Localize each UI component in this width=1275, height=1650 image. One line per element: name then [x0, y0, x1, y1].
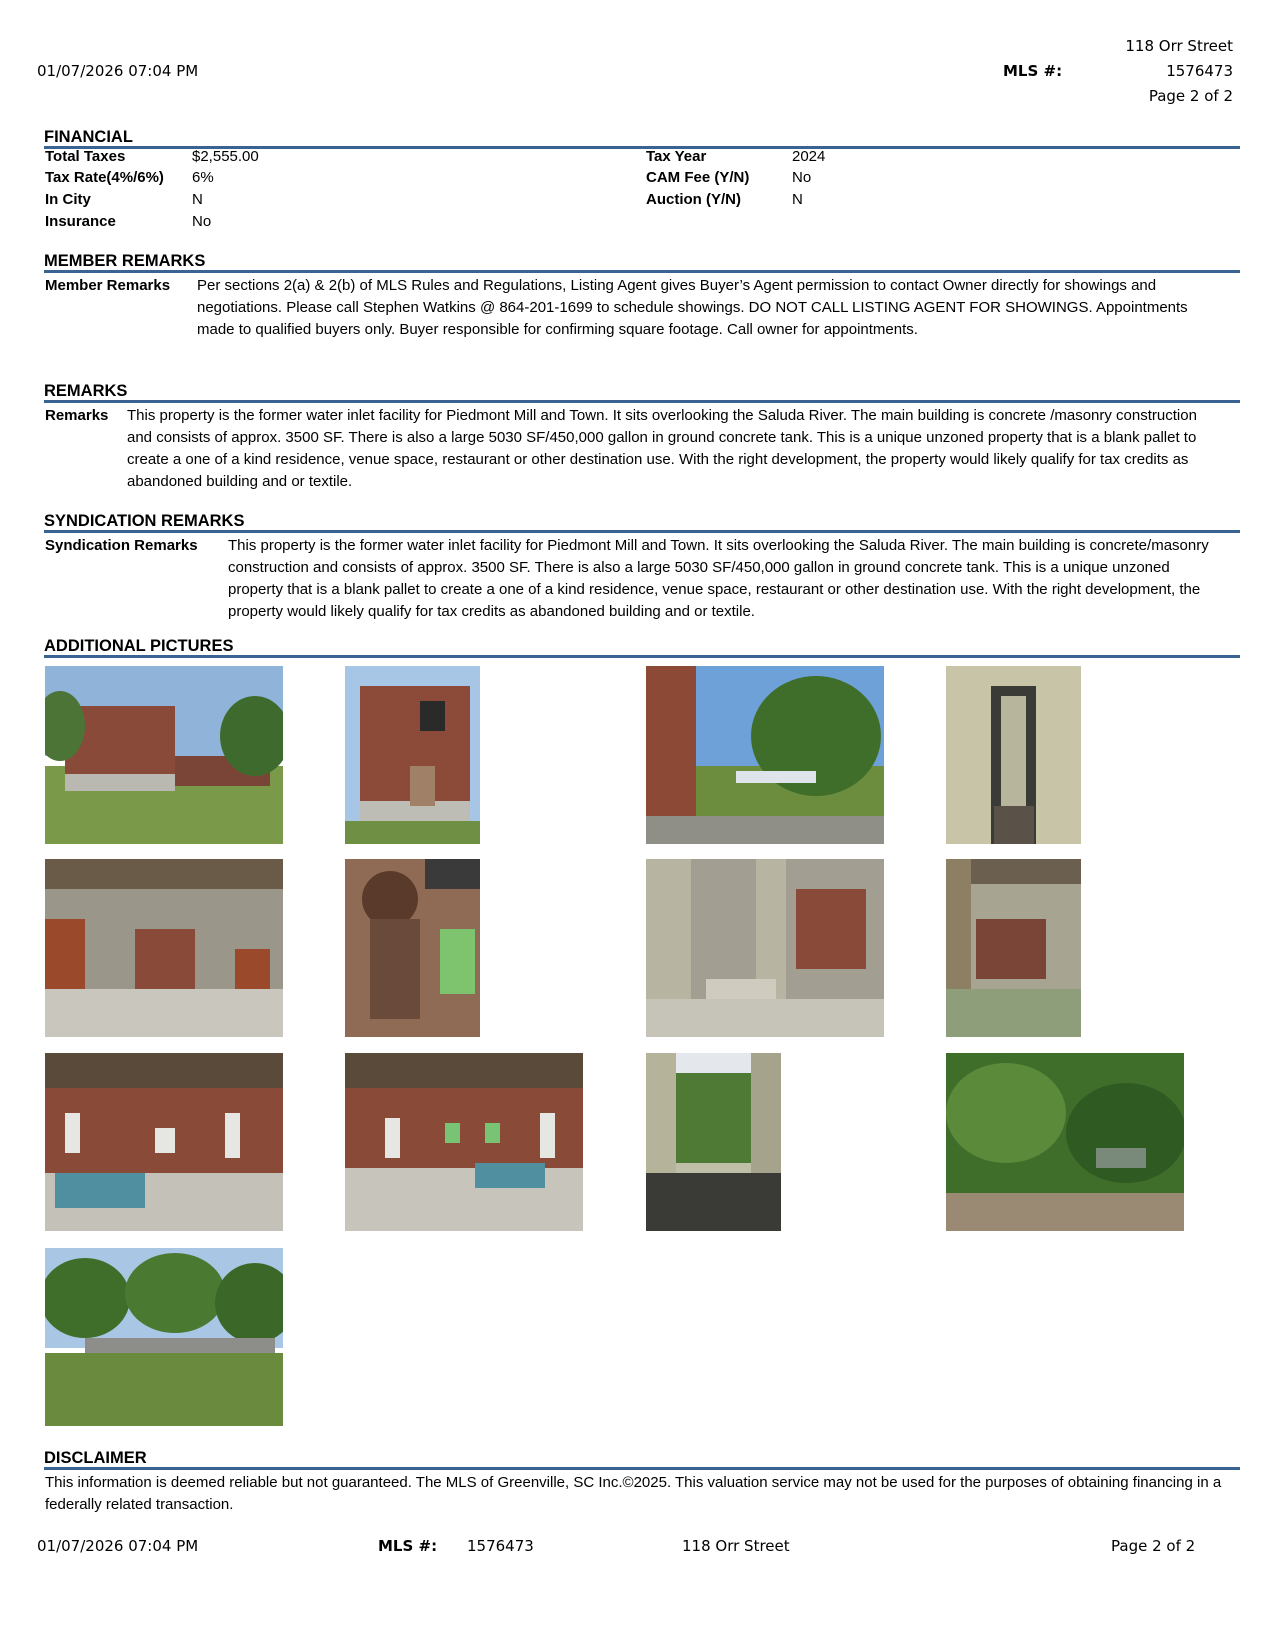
tax-rate-label: Tax Rate(4%/6%) [45, 169, 164, 186]
footer-page-number: Page 2 of 2 [1111, 1537, 1196, 1555]
in-city-label: In City [45, 191, 91, 208]
member-remarks-text: Per sections 2(a) & 2(b) of MLS Rules and Regulations, Listing Agent gives Buyer’s Agent permission to contact Owner directly for showings and negotiations. Please call Stephen Watkins @ 864-201-1699 to schedule showings. DO NOT CALL LISTING AGENT FOR SHOWINGS. Appointments made to qualified buyers only. Buyer responsible for confirming square footage. Call owner for appointments. [197, 277, 1188, 338]
cam-fee-value: No [792, 169, 812, 186]
property-photo-7 [646, 859, 884, 1037]
property-photo-6 [345, 859, 480, 1037]
property-photo-3 [646, 666, 884, 844]
header-datetime: 01/07/2026 07:04 PM [37, 62, 199, 80]
header-page-number: Page 2 of 2 [1148, 87, 1233, 105]
header-mls-number: 1576473 [1166, 62, 1233, 80]
property-photo-12 [946, 1053, 1184, 1231]
tax-year-label: Tax Year [646, 148, 707, 165]
disclaimer-section-title: DISCLAIMER [44, 1449, 1240, 1470]
total-taxes-value: $2,555.00 [192, 148, 259, 165]
insurance-value: No [192, 213, 212, 230]
footer-mls-number: 1576473 [467, 1537, 534, 1555]
remarks-section-title: REMARKS [44, 382, 1240, 403]
auction-value: N [792, 191, 803, 208]
tax-year-value: 2024 [792, 148, 826, 165]
header-address: 118 Orr Street [1125, 37, 1233, 55]
disclaimer-text: This information is deemed reliable but not guaranteed. The MLS of Greenville, SC Inc.©2025. This valuation service may not be used for the purposes of obtaining financing in a federally related transaction. [45, 1474, 1222, 1513]
property-photo-1 [45, 666, 283, 844]
property-photo-13 [45, 1248, 283, 1426]
header-mls-label: MLS #: [1003, 62, 1063, 80]
additional-pictures-section-title: ADDITIONAL PICTURES [44, 637, 1240, 658]
remarks-label: Remarks [45, 407, 109, 424]
financial-section-title: FINANCIAL [44, 128, 1240, 149]
property-photo-10 [345, 1053, 583, 1231]
in-city-value: N [192, 191, 203, 208]
auction-label: Auction (Y/N) [646, 191, 741, 208]
tax-rate-value: 6% [192, 169, 214, 186]
remarks-text: This property is the former water inlet facility for Piedmont Mill and Town. It sits overlooking the Saluda River. The main building is concrete /masonry construction and consists of approx. 3500 SF. There is also a large 5030 SF/450,000 gallon in ground concrete tank. This is a unique unzoned property that is a blank pallet to create a one of a kind residence, venue space, restaurant or other destination use. With the right development, the property would likely qualify for tax credits as abandoned building and or textile. [127, 407, 1197, 490]
total-taxes-label: Total Taxes [45, 148, 126, 165]
property-photo-5 [45, 859, 283, 1037]
member-remarks-label: Member Remarks [45, 277, 171, 294]
property-photo-9 [45, 1053, 283, 1231]
property-photo-4 [946, 666, 1081, 844]
footer-datetime: 01/07/2026 07:04 PM [37, 1537, 199, 1555]
syndication-remarks-section-title: SYNDICATION REMARKS [44, 512, 1240, 533]
member-remarks-section-title: MEMBER REMARKS [44, 252, 1240, 273]
property-photo-11 [646, 1053, 781, 1231]
cam-fee-label: CAM Fee (Y/N) [646, 169, 750, 186]
insurance-label: Insurance [45, 213, 116, 230]
syndication-remarks-label: Syndication Remarks [45, 537, 198, 554]
syndication-remarks-text: This property is the former water inlet facility for Piedmont Mill and Town. It sits overlooking the Saluda River. The main building is concrete/masonry construction and consists of approx. 3500 SF. There is also a large 5030 SF/450,000 gallon in ground concrete tank. This is a unique unzoned property that is a blank pallet to create a one of a kind residence, venue space, restaurant or other destination use. With the right development, the property would likely qualify for tax credits as abandoned building and or textile. [228, 537, 1209, 620]
footer-address: 118 Orr Street [682, 1537, 790, 1555]
footer-mls-label: MLS #: [378, 1537, 438, 1555]
property-photo-2 [345, 666, 480, 844]
property-photo-8 [946, 859, 1081, 1037]
